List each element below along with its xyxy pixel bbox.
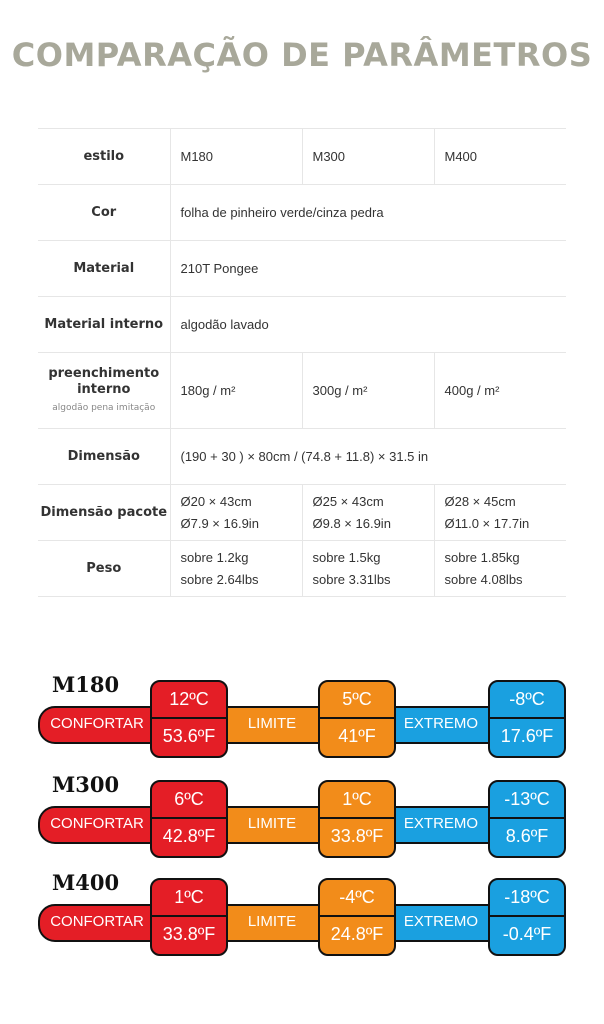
- spec-row-dimension: [38, 429, 566, 485]
- comfort-fahrenheit: 53.6ºF: [162, 726, 216, 746]
- spec-value: 180g / m²: [170, 353, 302, 429]
- temp-row-m180: [38, 672, 568, 752]
- comfort-label: CONFORTAR: [50, 913, 144, 930]
- limit-label: LIMITE: [247, 715, 297, 732]
- spec-label: Peso: [38, 541, 170, 597]
- comfort-label: CONFORTAR: [50, 815, 144, 832]
- spec-value: [434, 485, 566, 541]
- comfort-label: CONFORTAR: [50, 715, 144, 732]
- extreme-celsius: -18ºC: [490, 880, 564, 917]
- limit-fahrenheit: 33.8ºF: [330, 826, 384, 846]
- spec-row-material: [38, 241, 566, 297]
- weight-lbs: sobre 4.08lbs: [444, 571, 523, 587]
- spec-value: algodão lavado: [170, 297, 566, 353]
- comfort-box: [150, 780, 228, 858]
- temp-row-m300: [38, 772, 568, 852]
- spec-label: [38, 353, 170, 429]
- limit-box: [318, 878, 396, 956]
- spec-value: [170, 485, 302, 541]
- comfort-fahrenheit: 33.8ºF: [162, 924, 216, 944]
- weight-kg: sobre 1.5kg: [312, 549, 381, 565]
- spec-row-color: [38, 185, 566, 241]
- spec-row-weight: [38, 541, 566, 597]
- limit-label: LIMITE: [247, 913, 297, 930]
- comfort-celsius: 6ºC: [152, 782, 226, 819]
- limit-fahrenheit: 24.8ºF: [330, 924, 384, 944]
- spec-value: [302, 541, 434, 597]
- spec-label: Material: [38, 241, 170, 297]
- spec-value: M300: [302, 129, 434, 185]
- model-name: M300: [52, 772, 120, 797]
- spec-label: Dimensão pacote: [38, 485, 170, 541]
- spec-table: [38, 128, 566, 597]
- weight-kg: sobre 1.2kg: [180, 549, 249, 565]
- extreme-box: [488, 878, 566, 956]
- spec-value: 400g / m²: [434, 353, 566, 429]
- limit-celsius: 5ºC: [320, 682, 394, 719]
- temp-row-m400: [38, 870, 568, 950]
- extreme-fahrenheit: 8.6ºF: [505, 826, 549, 846]
- weight-lbs: sobre 2.64lbs: [180, 571, 259, 587]
- spec-label: Dimensão: [38, 429, 170, 485]
- extreme-label: EXTREMO: [403, 815, 479, 832]
- limit-box: [318, 680, 396, 758]
- model-name: M400: [52, 870, 120, 895]
- limit-fahrenheit: 41ºF: [338, 726, 376, 746]
- spec-value: (190 + 30 ) × 80cm / (74.8 + 11.8) × 31.5 in: [170, 429, 566, 485]
- spec-row-package: [38, 485, 566, 541]
- spec-value: [434, 541, 566, 597]
- page-title: COMPARAÇÃO DE PARÂMETROS: [11, 36, 593, 74]
- extreme-fahrenheit: -0.4ºF: [502, 924, 552, 944]
- package-in: Ø9.8 × 16.9in: [312, 515, 391, 531]
- spec-value: 300g / m²: [302, 353, 434, 429]
- extreme-celsius: -8ºC: [490, 682, 564, 719]
- comfort-celsius: 1ºC: [152, 880, 226, 917]
- spec-value: M180: [170, 129, 302, 185]
- comfort-celsius: 12ºC: [152, 682, 226, 719]
- spec-value: 210T Pongee: [170, 241, 566, 297]
- package-cm: Ø25 × 43cm: [312, 493, 384, 509]
- extreme-celsius: -13ºC: [490, 782, 564, 819]
- limit-label: LIMITE: [247, 815, 297, 832]
- model-name: M180: [52, 672, 120, 697]
- spec-value: folha de pinheiro verde/cinza pedra: [170, 185, 566, 241]
- weight-lbs: sobre 3.31lbs: [312, 571, 391, 587]
- spec-row-style: [38, 129, 566, 185]
- extreme-fahrenheit: 17.6ºF: [500, 726, 554, 746]
- spec-value: M400: [434, 129, 566, 185]
- limit-celsius: -4ºC: [320, 880, 394, 917]
- spec-value: [170, 541, 302, 597]
- package-in: Ø7.9 × 16.9in: [180, 515, 259, 531]
- spec-row-filling: [38, 353, 566, 429]
- package-cm: Ø28 × 45cm: [444, 493, 516, 509]
- spec-label-text: preenchimento interno: [48, 365, 160, 397]
- spec-sublabel: algodão pena imitação: [52, 402, 156, 413]
- spec-row-inner-material: [38, 297, 566, 353]
- extreme-label: EXTREMO: [403, 913, 479, 930]
- limit-celsius: 1ºC: [320, 782, 394, 819]
- spec-value: [302, 485, 434, 541]
- package-cm: Ø20 × 43cm: [180, 493, 252, 509]
- comfort-fahrenheit: 42.8ºF: [162, 826, 216, 846]
- spec-label: estilo: [38, 129, 170, 185]
- comfort-box: [150, 878, 228, 956]
- extreme-box: [488, 680, 566, 758]
- extreme-label: EXTREMO: [403, 715, 479, 732]
- package-in: Ø11.0 × 17.7in: [444, 515, 530, 531]
- extreme-box: [488, 780, 566, 858]
- limit-box: [318, 780, 396, 858]
- comfort-box: [150, 680, 228, 758]
- weight-kg: sobre 1.85kg: [444, 549, 520, 565]
- spec-label: Cor: [38, 185, 170, 241]
- spec-label: Material interno: [38, 297, 170, 353]
